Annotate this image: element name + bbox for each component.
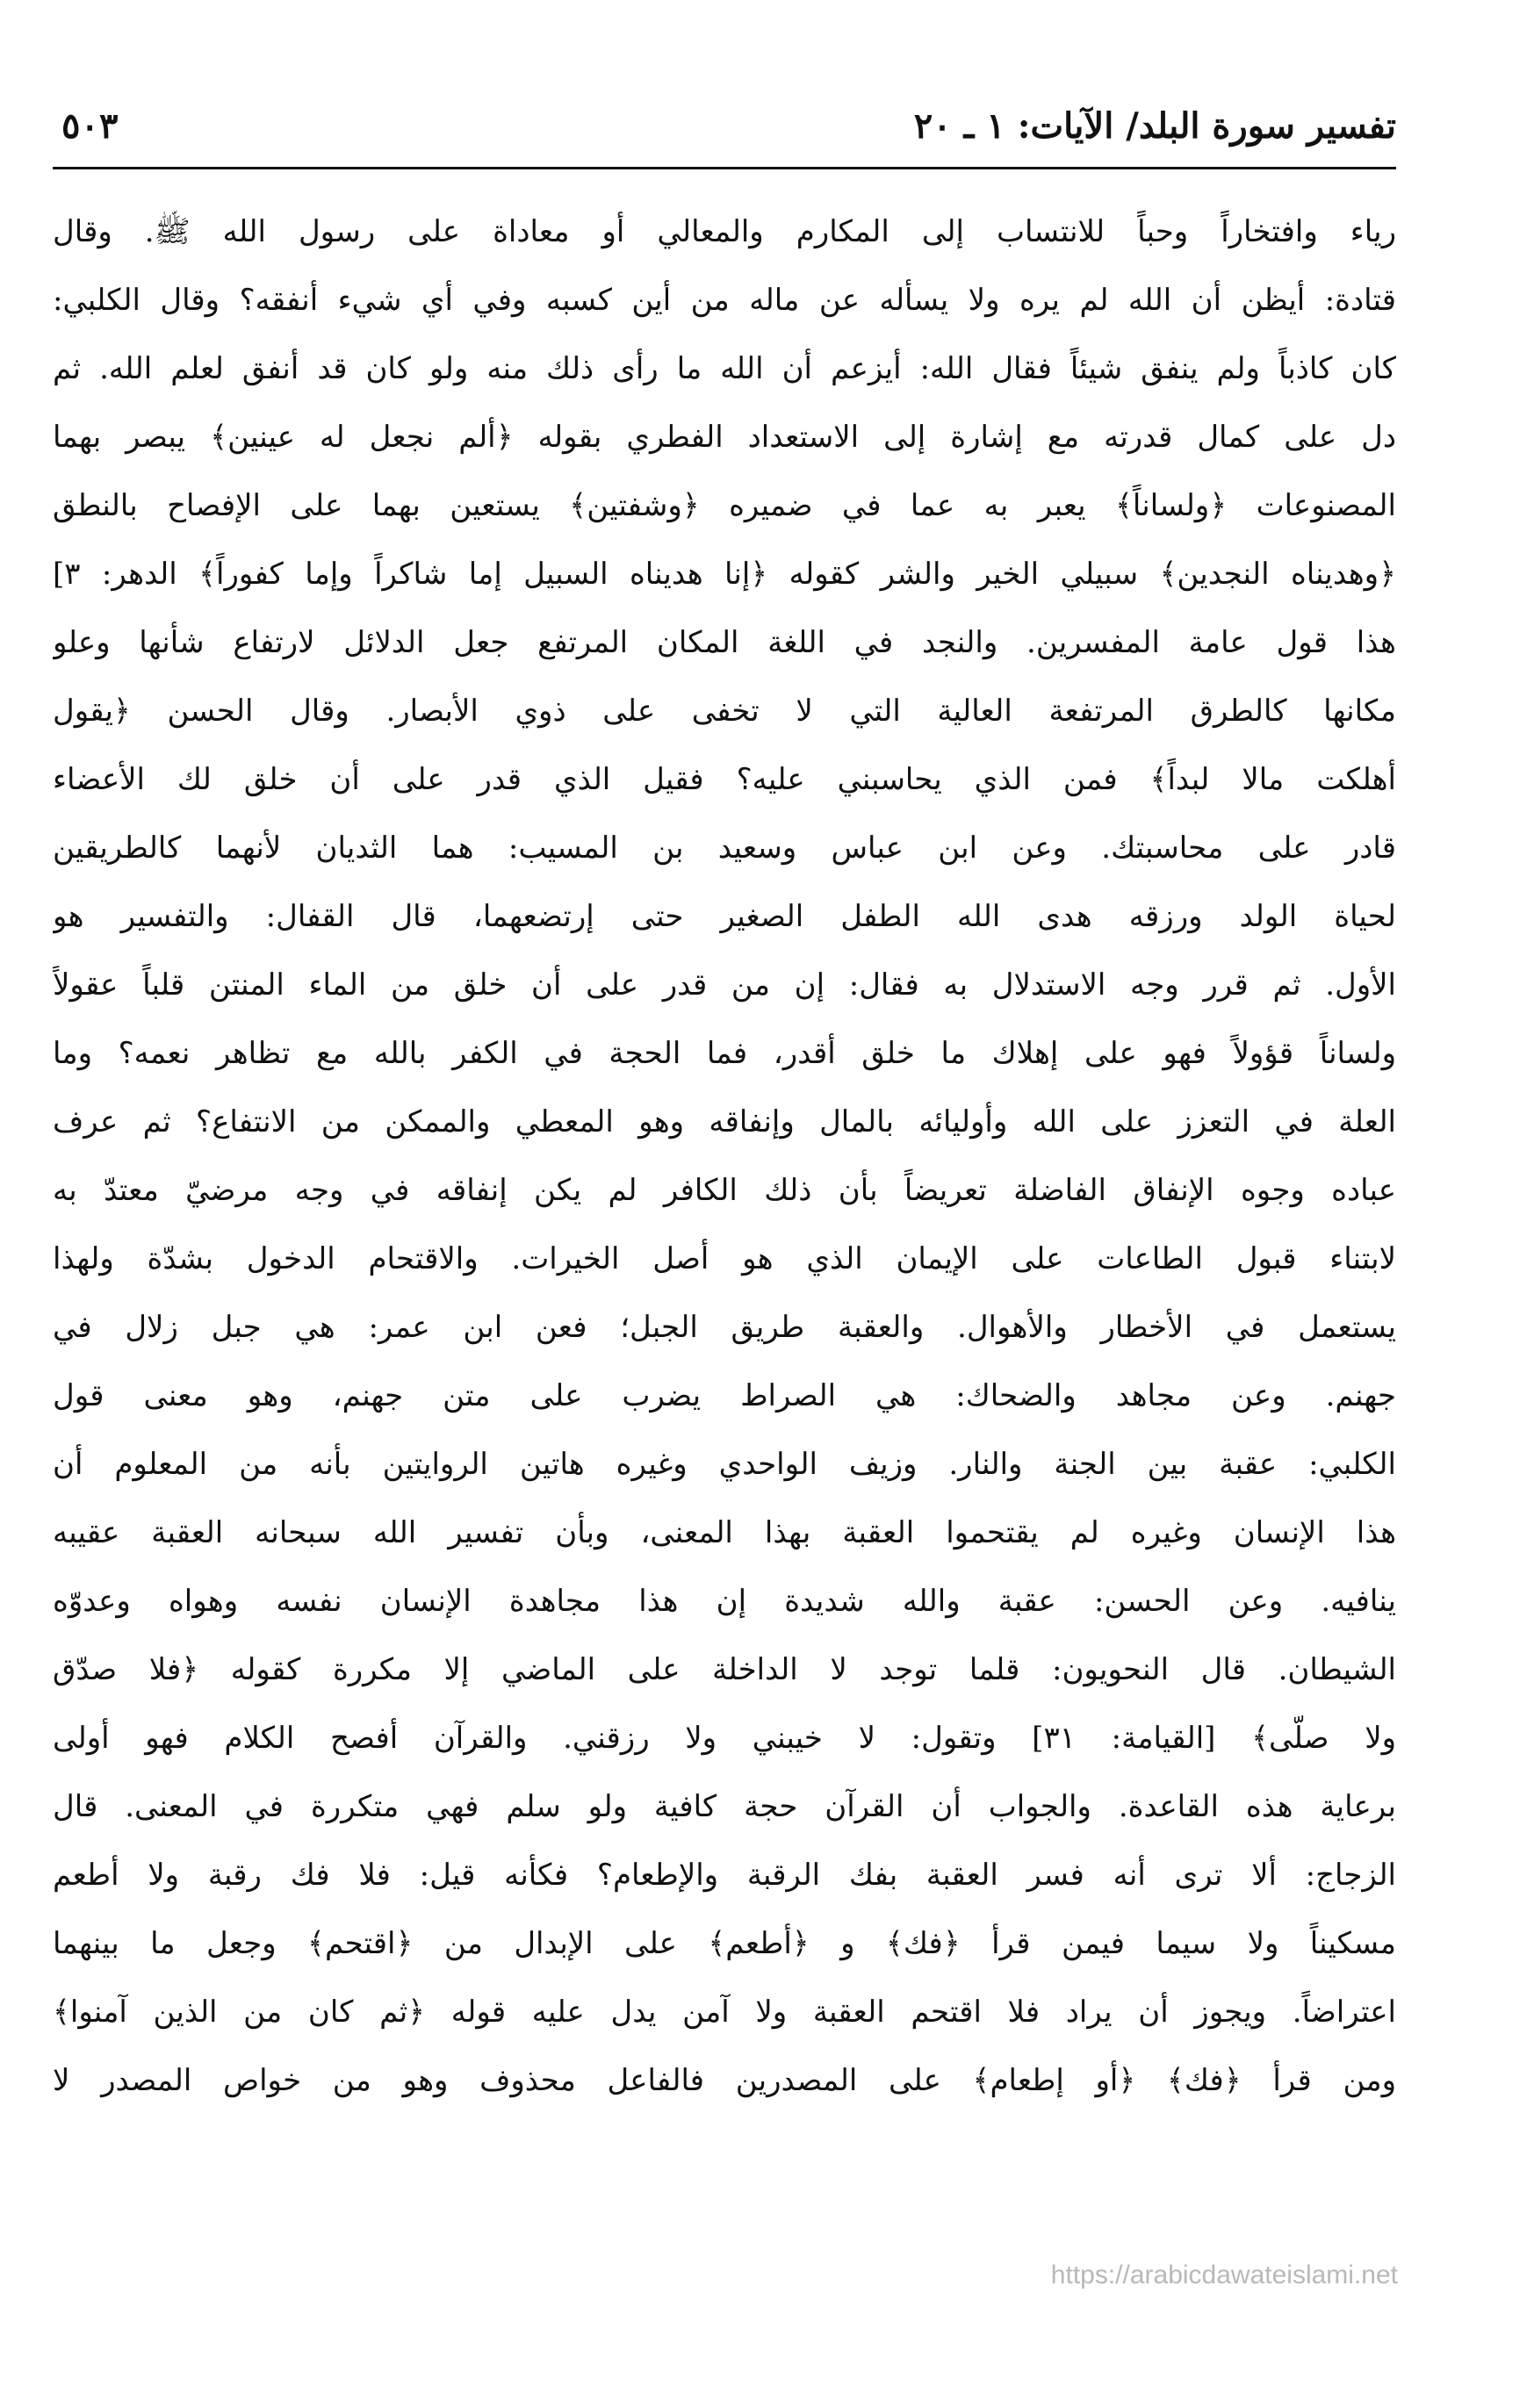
- text-line: الشيطان. قال النحويون: قلما توجد لا الداخلة على الماضي إلا مكررة كقوله ﴿فلا صدّق: [53, 1652, 1396, 1687]
- text-line: ﴿وهديناه النجدين﴾ سبيلي الخير والشر كقوله ﴿إنا هديناه السبيل إما شاكراً وإما كفوراً﴾ الدهر: ٣]: [53, 557, 1396, 592]
- page: [53, 88, 1396, 2370]
- watermark-url: https://arabicdawateislami.net: [1050, 2261, 1398, 2289]
- text-line: ولا صلّى﴾ [القيامة: ٣١] وتقول: لا خيبني ولا رزقني. والقرآن أفصح الكلام فهو أولى: [53, 1721, 1396, 1756]
- text-line: لابتناء قبول الطاعات على الإيمان الذي هو أصل الخيرات. والاقتحام الدخول بشدّة ولهذا: [53, 1241, 1396, 1276]
- text-line: قتادة: أيظن أن الله لم يره ولا يسأله عن ماله من أين كسبه وفي أي شيء أنفقه؟ وقال الكلبي:: [53, 283, 1396, 318]
- text-line: رياء وافتخاراً وحباً للانتساب إلى المكارم والمعالي أو معاداة على رسول الله ﷺ. وقال: [53, 214, 1396, 249]
- text-line: الزجاج: ألا ترى أنه فسر العقبة بفك الرقبة والإطعام؟ فكأنه قيل: فلا فك رقبة ولا أطعم: [53, 1858, 1396, 1893]
- body-text: [53, 198, 1396, 2115]
- running-title: تفسير سورة البلد/ الآيات: ١ ـ ٢٠: [913, 105, 1396, 147]
- text-line: الأول. ثم قرر وجه الاستدلال به فقال: إن من قدر على أن خلق من الماء المنتن قلباً عقولاً: [53, 967, 1396, 1003]
- text-line: لحياة الولد ورزقه هدى الله الطفل الصغير حتى إرتضعهما، قال القفال: والتفسير هو: [53, 899, 1396, 934]
- text-line: اعتراضاً. ويجوز أن يراد فلا اقتحم العقبة ولا آمن يدل عليه قوله ﴿ثم كان من الذين آمنوا﴾: [53, 1995, 1396, 2030]
- text-line: أهلكت مالا لبداً﴾ فمن الذي يحاسبني عليه؟ فقيل الذي قدر على أن خلق لك الأعضاء: [53, 762, 1396, 797]
- text-line: برعاية هذه القاعدة. والجواب أن القرآن حجة كافية ولو سلم فهي متكررة في المعنى. قال: [53, 1789, 1396, 1824]
- page-number: ٥٠٣: [61, 105, 119, 147]
- text-line: ينافيه. وعن الحسن: عقبة والله شديدة إن هذا مجاهدة الإنسان نفسه وهواه وعدوّه: [53, 1584, 1396, 1619]
- text-line: دل على كمال قدرته مع إشارة إلى الاستعداد الفطري بقوله ﴿ألم نجعل له عينين﴾ يبصر بهما: [53, 420, 1396, 455]
- text-line: مسكيناً ولا سيما فيمن قرأ ﴿فك﴾ و ﴿أطعم﴾ على الإبدال من ﴿اقتحم﴾ وجعل ما بينهما: [53, 1926, 1396, 1961]
- text-line: ومن قرأ ﴿فك﴾ ﴿أو إطعام﴾ على المصدرين فالفاعل محذوف وهو من خواص المصدر لا: [53, 2063, 1396, 2098]
- text-line: المصنوعات ﴿ولساناً﴾ يعبر به عما في ضميره ﴿وشفتين﴾ يستعين بهما على الإفصاح بالنطق: [53, 488, 1396, 523]
- text-line: عباده وجوه الإنفاق الفاضلة تعريضاً بأن ذلك الكافر لم يكن إنفاقه في وجه مرضيّ معتدّ به: [53, 1173, 1396, 1208]
- text-line: قادر على محاسبتك. وعن ابن عباس وسعيد بن المسيب: هما الثديان لأنهما كالطريقين: [53, 830, 1396, 866]
- text-line: يستعمل في الأخطار والأهوال. والعقبة طريق الجبل؛ فعن ابن عمر: هي جبل زلال في: [53, 1310, 1396, 1345]
- text-line: هذا الإنسان وغيره لم يقتحموا العقبة بهذا المعنى، وبأن تفسير الله سبحانه العقبة عقيبه: [53, 1515, 1396, 1550]
- text-line: جهنم. وعن مجاهد والضحاك: هي الصراط يضرب على متن جهنم، وهو معنى قول: [53, 1378, 1396, 1413]
- page-header: [53, 105, 1396, 167]
- text-line: مكانها كالطرق المرتفعة العالية التي لا تخفى على ذوي الأبصار. وقال الحسن ﴿يقول: [53, 694, 1396, 729]
- text-line: كان كاذباً ولم ينفق شيئاً فقال الله: أيزعم أن الله ما رأى ذلك منه ولو كان قد أنفق لعلم الله. ثم: [53, 351, 1396, 386]
- text-line: العلة في التعزز على الله وأوليائه بالمال وإنفاقه وهو المعطي والممكن من الانتفاع؟ ثم عرف: [53, 1104, 1396, 1139]
- header-divider: [53, 167, 1396, 169]
- text-line: الكلبي: عقبة بين الجنة والنار. وزيف الواحدي وغيره هاتين الروايتين بأنه من المعلوم أن: [53, 1447, 1396, 1482]
- text-line: ولساناً قؤولاً فهو على إهلاك ما خلق أقدر، فما الحجة في الكفر بالله مع تظاهر نعمه؟ وما: [53, 1036, 1396, 1071]
- text-line: هذا قول عامة المفسرين. والنجد في اللغة المكان المرتفع جعل الدلائل لارتفاع شأنها وعلو: [53, 625, 1396, 660]
